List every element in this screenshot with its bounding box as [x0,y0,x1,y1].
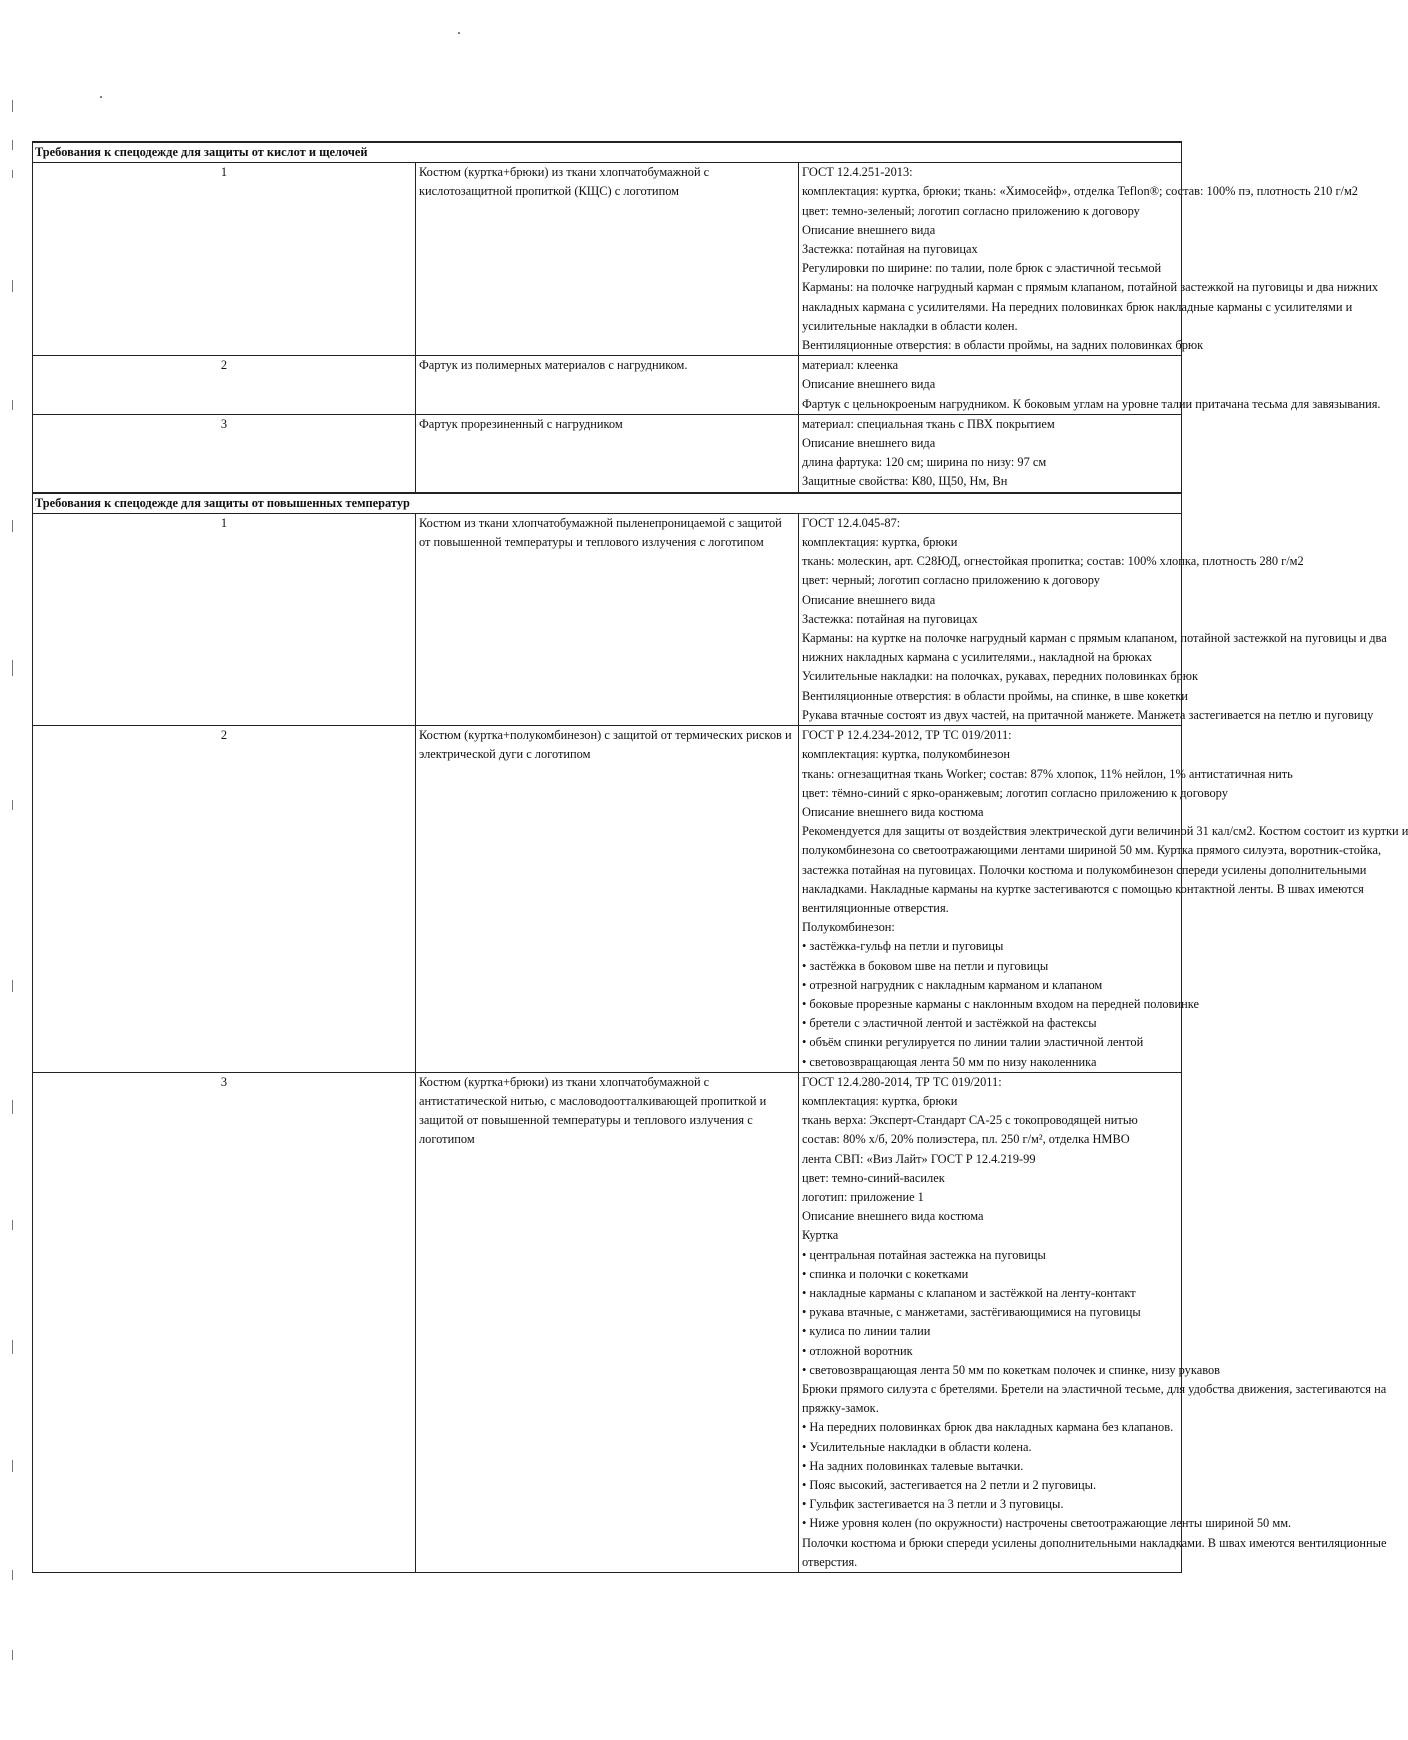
item-description-cell [799,726,1408,1073]
item-description-cell [799,513,1387,725]
section-header-row [33,142,1182,163]
item-name: Фартук из полимерных материалов с нагрудником. [419,358,688,373]
description-line: Застежка: потайная на пуговицах [802,611,978,626]
item-description-cell [799,414,1182,492]
description-line: Описание внешнего вида [802,592,936,607]
description-line: Застежка: потайная на пуговицах [802,242,978,257]
description-line: Полочки костюма и брюки спереди усилены дополнительными накладками. В швах имеются вентиляционные [802,1535,1387,1550]
description-line: ГОСТ Р 12.4.234-2012, ТР ТС 019/2011: [802,728,1012,743]
description-line: цвет: темно-синий-василек [802,1170,945,1185]
description-line: • Гульфик застегивается на 3 петли и 3 пуговицы. [802,1497,1064,1512]
description-line: цвет: черный; логотип согласно приложению к договору [802,573,1100,588]
description-line: лента СВП: «Виз Лайт» ГОСТ Р 12.4.219-99 [802,1151,1036,1166]
description-line: материал: клеенка [802,358,899,373]
description-line: Вентиляционные отверстия: в области проймы, на спинке, в шве кокетки [802,688,1188,703]
item-description-cell [799,356,1381,415]
description-line: • световозвращающая лента 50 мм по низу наколенника [802,1054,1097,1069]
requirements-table-body [33,142,1408,1573]
description-line: • кулиса по линии талии [802,1324,931,1339]
item-number: 3 [33,414,416,492]
scan-margin-marks [12,100,16,1660]
item-name-cell [416,1072,799,1572]
item-name-cell [416,414,799,492]
item-name-cell [416,163,799,356]
description-line: • бретели с эластичной лентой и застёжкой на фастексы [802,1016,1097,1031]
description-line: • световозвращающая лента 50 мм по кокеткам полочек и спинке, низу рукавов [802,1362,1221,1377]
description-line: Описание внешнего вида [802,222,936,237]
description-line: вентиляционные отверстия. [802,900,949,915]
description-line: Вентиляционные отверстия: в области проймы, на задних половинках брюк [802,338,1204,353]
description-line: комплектация: куртка, брюки; ткань: «Химосейф», отделка Teflon®; состав: 100% пэ, плотность 210 г/м2 [802,184,1359,199]
description-line: • накладные карманы с клапаном и застёжкой на ленту-контакт [802,1285,1136,1300]
description-line: Карманы: на куртке на полочке нагрудный карман с прямым клапаном, потайной застежкой на пуговицы и два [802,631,1387,646]
description-line: состав: 80% х/б, 20% полиэстера, пл. 250 г/м², отделка НМВО [802,1132,1130,1147]
section-title: Требования к спецодежде для защиты от кислот и щелочей [33,142,1182,163]
description-line: застежка потайная на пуговицах. Полочки костюма и полукомбинезон спереди усилены дополнительными [802,862,1367,877]
description-line: • Пояс высокий, застегивается на 2 петли и 2 пуговицы. [802,1478,1097,1493]
description-line: • объём спинки регулируется по линии талии эластичной лентой [802,1035,1144,1050]
description-line: • центральная потайная застежка на пуговицы [802,1247,1046,1262]
item-name: Костюм (куртка+брюки) из ткани хлопчатобумажной с кислотозащитной пропиткой (КЩС) с логотипом [419,165,710,199]
description-line: комплектация: куртка, брюки [802,1093,958,1108]
description-line: полукомбинезона со светоотражающими лентами шириной 50 мм. Куртка прямого силуэта, воротник-стойка, [802,843,1382,858]
description-line: отверстия. [802,1554,858,1569]
description-line: ткань: молескин, арт. С28ЮД, огнестойкая пропитка; состав: 100% хлопка, плотность 280 г/м2 [802,554,1304,569]
item-number: 1 [33,163,416,356]
description-line: Куртка [802,1228,839,1243]
table-row [33,726,1182,1073]
requirements-table [32,141,1408,1573]
description-line: • На передних половинках брюк два накладных кармана без клапанов. [802,1420,1174,1435]
item-number: 2 [33,726,416,1073]
description-line: • Усилительные накладки в области колена. [802,1439,1032,1454]
table-row [33,163,1182,356]
item-name-cell [416,356,799,415]
scan-speck [100,96,102,98]
description-line: Описание внешнего вида костюма [802,804,984,819]
item-number: 3 [33,1072,416,1572]
description-line: Фартук с цельнокроеным нагрудником. К боковым углам на уровне талии притачана тесьма для завязывания. [802,396,1381,411]
description-line: Усилительные накладки: на полочках, рукавах, передних половинках брюк [802,669,1198,684]
description-line: • спинка и полочки с кокетками [802,1266,969,1281]
description-line: материал: специальная ткань с ПВХ покрытием [802,416,1055,431]
description-line: Полукомбинезон: [802,920,895,935]
description-line: • отрезной нагрудник с накладным карманом и клапаном [802,977,1103,992]
description-line: накладками. Накладные карманы на куртке застегиваются с помощью контактной ленты. В швах имеются [802,881,1364,896]
section-title: Требования к спецодежде для защиты от повышенных температур [33,493,1182,514]
item-name-cell [416,513,799,725]
description-line: Защитные свойства: К80, Щ50, Нм, Вн [802,474,1008,489]
description-line: Карманы: на полочке нагрудный карман с прямым клапаном, потайной застежкой на пуговицы и два нижних [802,280,1379,295]
description-line: комплектация: куртка, полукомбинезон [802,747,1011,762]
item-name: Костюм (куртка+брюки) из ткани хлопчатобумажной с антистатической нитью, с масловодоотталкивающей пропиткой и защитой от повышенной температуры и теплового излучения с логотипом [419,1074,767,1147]
description-line: • рукава втачные, с манжетами, застёгивающимися на пуговицы [802,1305,1141,1320]
description-line: длина фартука: 120 см; ширина по низу: 97 см [802,455,1047,470]
item-name-cell [416,726,799,1073]
table-row [33,513,1182,725]
description-line: ГОСТ 12.4.280-2014, ТР ТС 019/2011: [802,1074,1002,1089]
description-line: ГОСТ 12.4.045-87: [802,515,901,530]
description-line: Регулировки по ширине: по талии, поле брюк с эластичной тесьмой [802,261,1162,276]
description-line: • Ниже уровня колен (по окружности) настрочены светоотражающие ленты шириной 50 мм. [802,1516,1292,1531]
description-line: ткань: огнезащитная ткань Worker; состав: 87% хлопок, 11% нейлон, 1% антистатичная нить [802,766,1293,781]
table-row [33,414,1182,492]
description-line: нижних накладных кармана с усилителями., накладной на брюках [802,650,1153,665]
description-line: Брюки прямого силуэта с бретелями. Бретели на эластичной тесьме, для удобства движения, застегиваются на [802,1382,1387,1396]
item-name: Фартук прорезиненный с нагрудником [419,416,623,431]
item-number: 2 [33,356,416,415]
description-line: ткань верха: Эксперт-Стандарт СА-25 с токопроводящей нитью [802,1113,1138,1128]
table-row [33,1072,1182,1572]
description-line: цвет: темно-зеленый; логотип согласно приложению к договору [802,203,1140,218]
description-line: • отложной воротник [802,1343,913,1358]
description-line: • застёжка-гульф на петли и пуговицы [802,939,1004,954]
description-line: Рекомендуется для защиты от воздействия электрической дуги величиной 31 кал/см2. Костюм состоит из куртки и [802,824,1408,839]
item-description-cell [799,163,1379,356]
description-line: • На задних половинках талевые вытачки. [802,1458,1024,1473]
table-row [33,356,1182,415]
description-line: логотип: приложение 1 [802,1189,924,1204]
description-line: цвет: тёмно-синий с ярко-оранжевым; логотип согласно приложению к договору [802,785,1228,800]
item-description-cell [799,1072,1387,1572]
scan-speck [458,32,460,34]
description-line: комплектация: куртка, брюки [802,535,958,550]
item-name: Костюм из ткани хлопчатобумажной пыленепроницаемой с защитой от повышенной температуры и теплового излучения с логотипом [419,515,782,550]
description-line: • боковые прорезные карманы с наклонным входом на передней половинке [802,996,1199,1011]
description-line: Рукава втачные состоят из двух частей, на притачной манжете. Манжета застегивается на петлю и пуговицу [802,707,1374,722]
description-line: Описание внешнего вида [802,436,936,451]
description-line: усилительные накладки в области колен. [802,318,1018,333]
description-line: ГОСТ 12.4.251-2013: [802,165,913,180]
description-line: Описание внешнего вида [802,377,936,392]
section-header-row [33,493,1182,514]
item-number: 1 [33,513,416,725]
item-name: Костюм (куртка+полукомбинезон) с защитой от термических рисков и электрической дуги с логотипом [419,728,792,762]
description-line: накладных кармана с усилителями. На передних половинках брюк накладные карманы с усилителями и [802,299,1353,314]
description-line: Описание внешнего вида костюма [802,1209,984,1224]
description-line: пряжку-замок. [802,1401,879,1416]
description-line: • застёжка в боковом шве на петли и пуговицы [802,958,1049,973]
